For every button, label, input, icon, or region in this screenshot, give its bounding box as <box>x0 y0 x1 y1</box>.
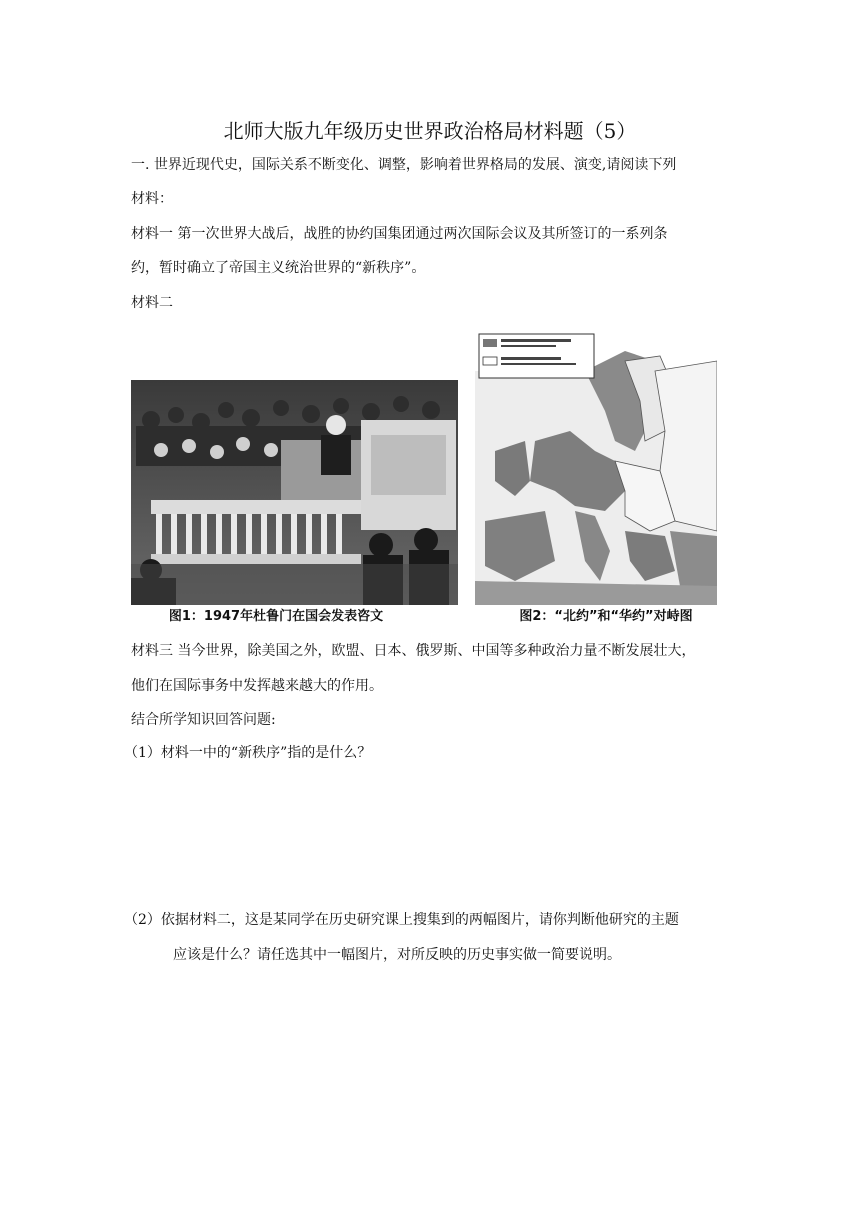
intro-line-2: 材料： <box>131 191 173 207</box>
material2-label: 材料二 <box>131 295 173 311</box>
question-1: （1）材料一中的“新秩序”指的是什么？ <box>124 745 372 761</box>
figure1-photo <box>131 380 458 605</box>
instruction: 结合所学知识回答问题: <box>131 712 276 728</box>
figure1-caption: 图1：1947年杜鲁门在国会发表咨文 <box>168 609 384 624</box>
material1-line-1: 材料一 第一次世界大战后，战胜的协约国集团通过两次国际会议及其所签订的一系列条 <box>131 226 668 242</box>
document-title: 北师大版九年级历史世界政治格局材料题（5） <box>223 119 637 143</box>
intro-line-1: 一. 世界近现代史，国际关系不断变化、调整，影响着世界格局的发展、演变,请阅读下列 <box>131 157 677 173</box>
material1-line-2: 约，暂时确立了帝国主义统治世界的“新秩序”。 <box>131 260 426 276</box>
question-2-line-2: 应该是什么？请任选其中一幅图片，对所反映的历史事实做一简要说明。 <box>173 947 621 963</box>
figure2-caption: 图2：“北约”和“华约”对峙图 <box>519 609 693 624</box>
material3-line-2: 他们在国际事务中发挥越来越大的作用。 <box>131 678 383 694</box>
figure2-map <box>475 331 717 605</box>
material3-line-1: 材料三 当今世界，除美国之外，欧盟、日本、俄罗斯、中国等多种政治力量不断发展壮大， <box>131 643 696 659</box>
question-2-line-1: （2）依据材料二，这是某同学在历史研究课上搜集到的两幅图片，请你判断他研究的主题 <box>124 912 679 928</box>
